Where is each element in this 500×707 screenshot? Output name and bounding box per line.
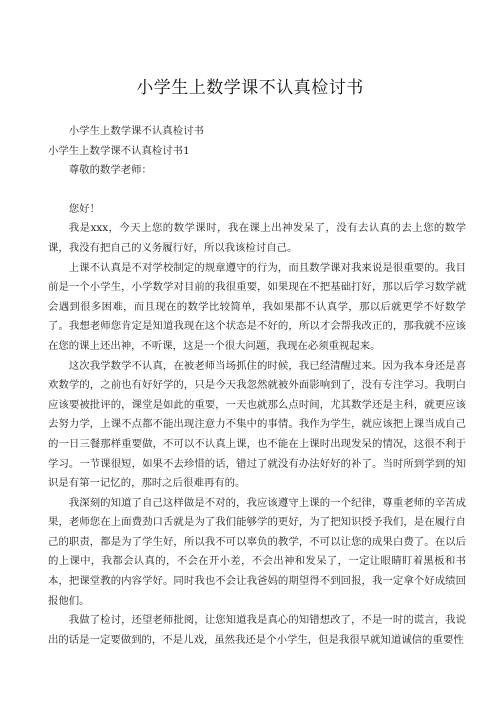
greeting: 您好！ bbox=[68, 202, 100, 215]
paragraph-4: 我深刻的知道了自己这样做是不对的，我应该遵守上课的一个纪律，尊重老师的辛苦成果，老师您在上面费劲口舌就是为了我们能够学的更好，为了把知识授予我们，是在履行自己的职责，都是为了学生好，所以我不可以辜负的教学，不可以让您的成果白费了。在以后的上课中，我都会认真的，不会在开小差，不会出神和发呆了，一定让眼睛盯着黑板和书本，把课堂教的内容学好。同时我也不会让我爸妈的期望得不到回报，我一定拿个好成绩回报他们。 bbox=[48, 496, 466, 607]
page-title: 小学生上数学课不认真检讨书 bbox=[136, 78, 364, 98]
paragraph-2: 上课不认真是不对学校制定的规章遵守的行为，而且数学课对我来说是很重要的。我目前是一个小学生，小学数学对目前的我很重要，如果现在不把基础打好，那以后学习数学就会遇到很多困难，而且现在的数学比较简单，我如果都不认真学，那以后就更学不好数学了。我想老师您肯定是知道我现在这个状态是不好的，所以才会帮我改正的，那我就不应该在您的课上还出神，不听课，这是一个很大问题，我现在必须重视起来。 bbox=[48, 261, 466, 352]
paragraph-5: 我做了检讨，还望老师批阅，让您知道我是真心的知错想改了，不是一时的谎言，我说出的话是一定要做到的，不是儿戏，虽然我还是个小学生，但是我很早就知道诚信的重要性 bbox=[48, 614, 466, 646]
blank-line bbox=[48, 181, 466, 200]
document-body bbox=[48, 122, 466, 650]
paragraph-3: 这次我学数学不认真，在被老师当场抓住的时候，我已经清醒过来。因为我本身还是喜欢数学的，之前也有好好学的，只是今天我忽然就被外面影响到了，没有专注学习。我明白应该要被批评的，课堂是如此的重要，一天也就那么点时间，尤其数学还是主科，就更应该去努力学，上课不点都不能出现注意力不集中的事情。我作为学生，就应该把上课当成自己的一日三餐那样重要做，不可以不认真上课，也不能在上课时出现发呆的情况，这很不利于学习。一节课很短，如果不去珍惜的话，错过了就没有办法好好的补了。当时所到学到的知识是有第一记忆的，那时之后很难再有的。 bbox=[48, 359, 466, 490]
salutation: 尊敬的数学老师： bbox=[68, 164, 152, 177]
section-heading: 小学生上数学课不认真检讨书1 bbox=[48, 144, 190, 157]
paragraph-1: 我是xxx，今天上您的数学课时，我在课上出神发呆了，没有去认真的去上您的数学课，我没有把自己的义务履行好，所以我该检讨自己。 bbox=[48, 222, 466, 254]
subtitle: 小学生上数学课不认真检讨书 bbox=[68, 125, 204, 137]
